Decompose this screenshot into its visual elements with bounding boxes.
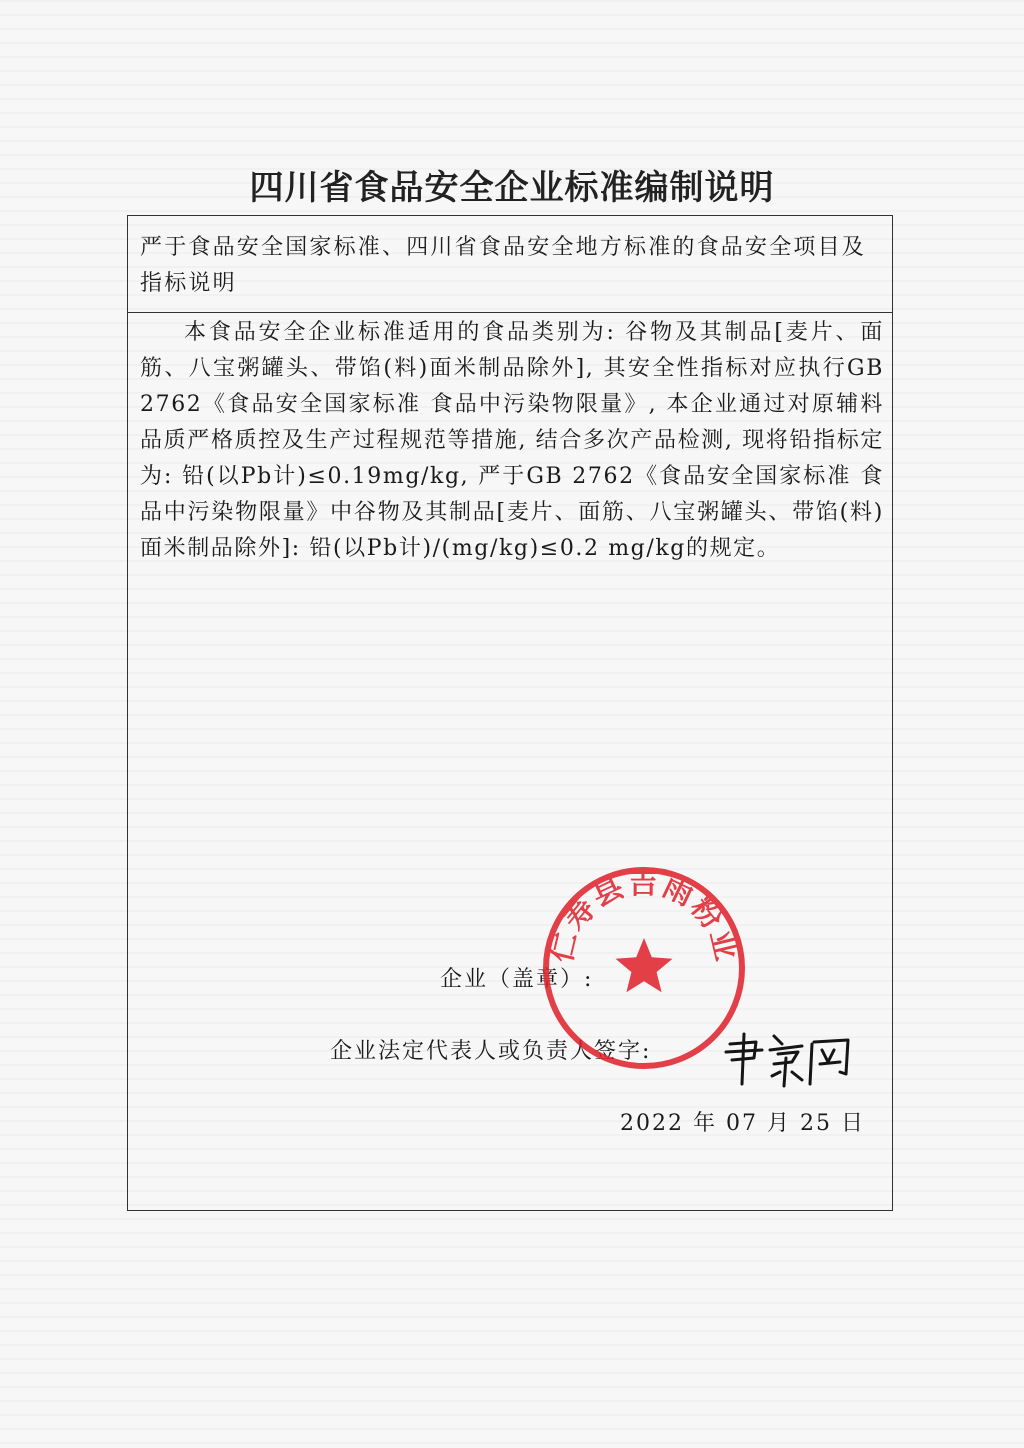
explanation-body-text: 本食品安全企业标准适用的食品类别为: 谷物及其制品[麦片、面筋、八宝粥罐头、带馅(料)面米制品除外], 其安全性指标对应执行GB 2762《食品安全国家标准 食品中污染物限量》, 本企业通过对原辅料品质严格质控及生产过程规范等措施, 结合多次产品检测, 现将铅指标定为: 铅(以Pb计)≤0.19mg/kg, 严于GB 2762《食品安全国家标准 食品中污染物限量》中谷物及其制品[麦片、面筋、八宝粥罐头、带馅(料)面米制品除外]: 铅(以Pb计)/(mg/kg)≤0.2 mg/kg的规定。 (140, 320, 884, 561)
page-title: 四川省食品安全企业标准编制说明 (249, 168, 775, 208)
seal-text: 仁寿县吉雨粉业 (543, 866, 745, 966)
company-stamp-label: 企业（盖章）: (440, 967, 594, 992)
table-header-cell: 严于食品安全国家标准、四川省食品安全地方标准的食品安全项目及指标说明 (128, 216, 892, 313)
seal-star-icon (616, 938, 673, 992)
representative-signature-label: 企业法定代表人或负责人签字: (330, 1039, 652, 1064)
company-seal (540, 864, 748, 1072)
signing-date: 2022 年 07 月 25 日 (620, 1111, 865, 1136)
